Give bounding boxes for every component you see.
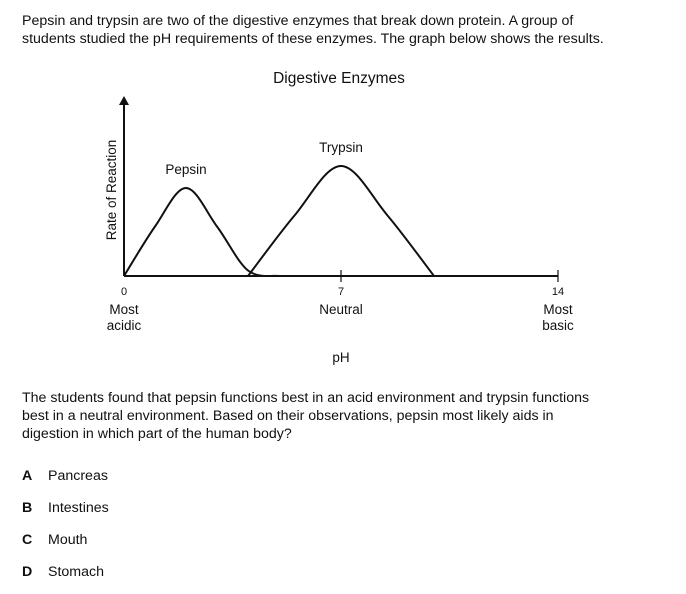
option-letter: A — [22, 468, 33, 484]
series-line-trypsin — [248, 166, 434, 276]
x-tick-sublabel: basic — [542, 318, 574, 333]
answer-options — [22, 460, 109, 588]
x-tick-sublabel: Most — [543, 302, 573, 317]
chart-title: Digestive Enzymes — [273, 70, 405, 87]
option-text: Pancreas — [48, 468, 108, 484]
option-text: Intestines — [48, 500, 109, 516]
x-axis-label: pH — [332, 350, 350, 365]
series-label-pepsin: Pepsin — [165, 162, 207, 177]
option-text: Stomach — [48, 564, 104, 580]
x-tick-label: 0 — [120, 286, 128, 298]
option-d[interactable] — [22, 556, 109, 588]
option-b[interactable] — [22, 492, 109, 524]
x-ticks — [107, 270, 574, 333]
x-tick-sublabel: Most — [109, 302, 139, 317]
option-letter: D — [22, 564, 33, 580]
x-tick-label: 7 — [337, 286, 345, 298]
option-letter: C — [22, 532, 33, 548]
y-axis-label: Rate of Reaction — [104, 139, 119, 241]
option-text: Mouth — [48, 532, 88, 548]
option-letter: B — [22, 500, 33, 516]
series-curves — [124, 140, 434, 276]
x-tick-label: 14 — [551, 286, 565, 298]
question-line-3: digestion in which part of the human body? — [22, 426, 292, 442]
question-text — [22, 389, 672, 443]
option-c[interactable] — [22, 524, 109, 556]
series-line-pepsin — [124, 188, 279, 276]
question-line-1: The students found that pepsin functions best in an acid environment and trypsin functions — [22, 390, 590, 406]
intro-line-1: Pepsin and trypsin are two of the digestive enzymes that break down protein. A group of — [22, 13, 574, 29]
series-label-trypsin: Trypsin — [319, 140, 363, 155]
x-tick-sublabel: Neutral — [319, 302, 363, 317]
question-line-2: best in a neutral environment. Based on their observations, pepsin most likely aids in — [22, 408, 554, 424]
option-a[interactable] — [22, 460, 109, 492]
x-tick-sublabel: acidic — [106, 318, 142, 333]
intro-line-2: students studied the pH requirements of these enzymes. The graph below shows the results. — [22, 31, 604, 47]
